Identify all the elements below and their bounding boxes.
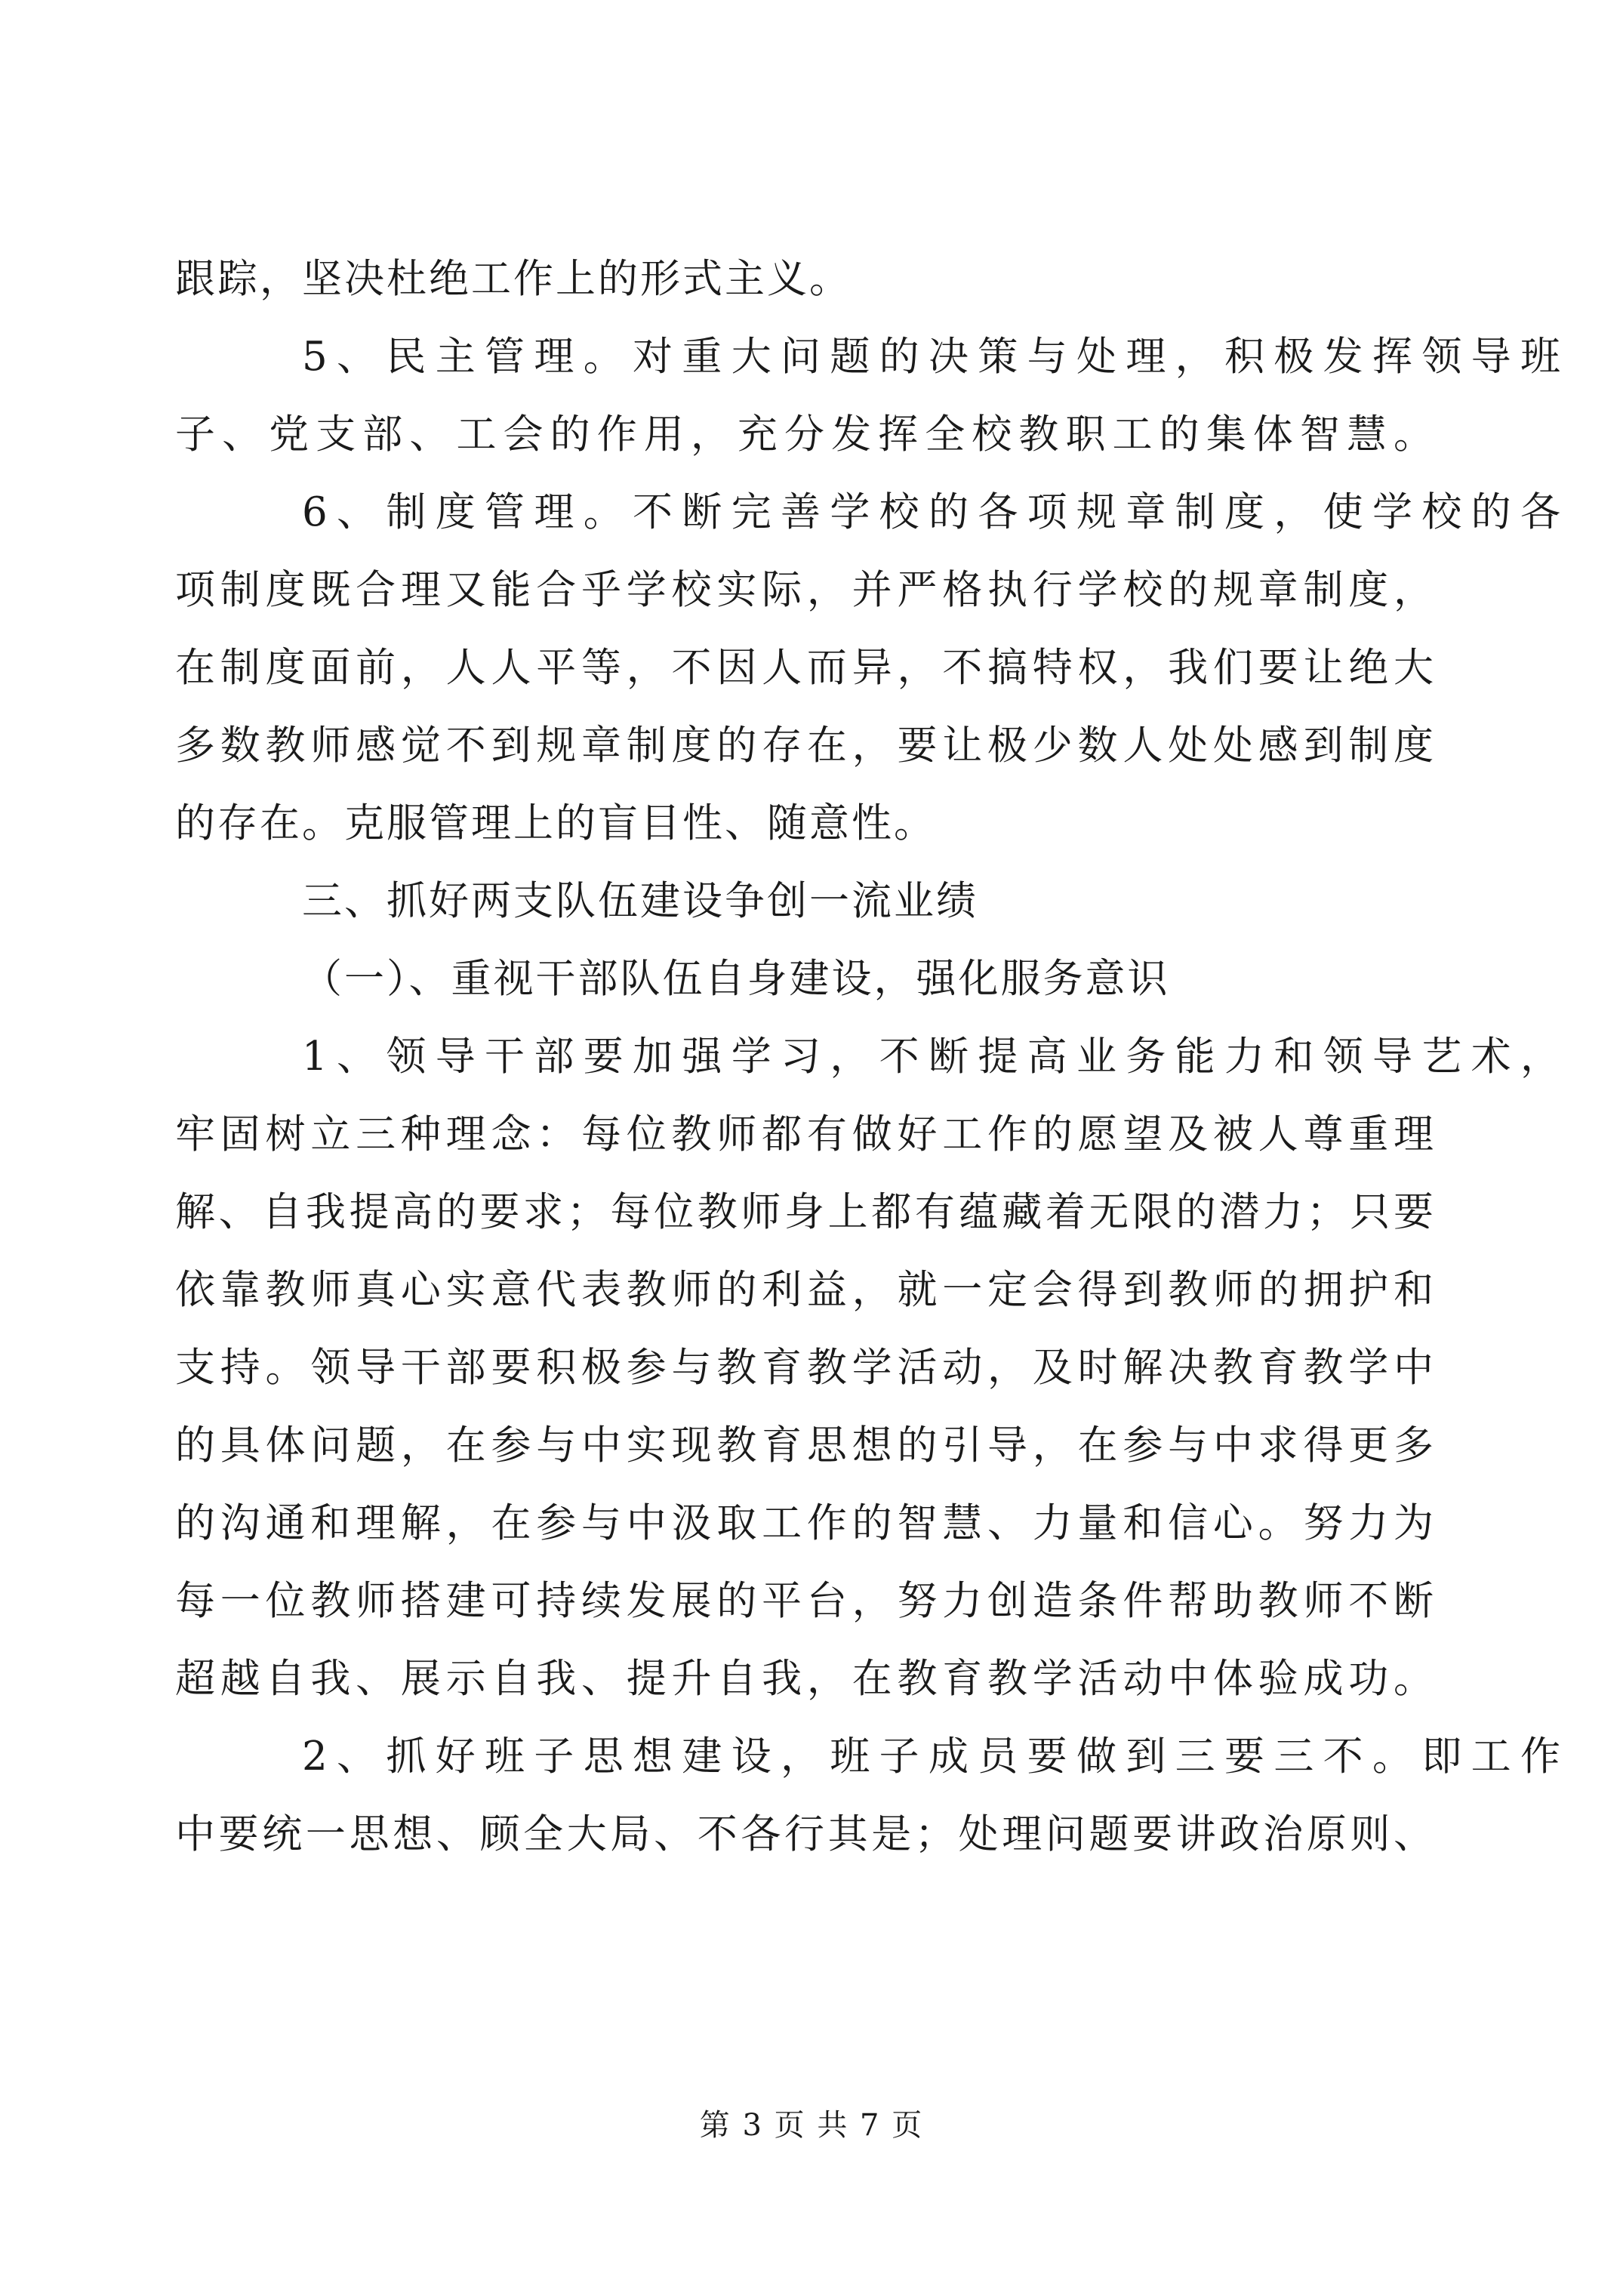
text-line: 依靠教师真心实意代表教师的利益，就一定会得到教师的拥护和 [175, 1267, 1436, 1313]
section-heading: 三、抓好两支队伍建设争创一流业绩 [302, 878, 978, 924]
text-line: 的存在。克服管理上的盲目性、随意性。 [175, 800, 936, 846]
text-line: 每一位教师搭建可持续发展的平台，努力创造条件帮助教师不断 [175, 1578, 1436, 1624]
text-line: 1、领导干部要加强学习，不断提高业务能力和领导艺术， [302, 1034, 1563, 1080]
text-line: 解、自我提高的要求；每位教师身上都有蕴藏着无限的潜力；只要 [175, 1189, 1436, 1235]
text-line: 支持。领导干部要积极参与教育教学活动，及时解决教育教学中 [175, 1345, 1436, 1391]
text-line: 6、制度管理。不断完善学校的各项规章制度，使学校的各 [302, 489, 1563, 535]
text-line: 多数教师感觉不到规章制度的存在，要让极少数人处处感到制度 [175, 723, 1436, 769]
text-line: 在制度面前，人人平等，不因人而异，不搞特权，我们要让绝大 [175, 645, 1436, 691]
text-line: 超越自我、展示自我、提升自我，在教育教学活动中体验成功。 [175, 1656, 1436, 1702]
text-line: 跟踪，坚决杜绝工作上的形式主义。 [175, 256, 852, 302]
text-line: 2、抓好班子思想建设，班子成员要做到三要三不。即工作 [302, 1734, 1563, 1780]
page-number: 第 3 页 共 7 页 [699, 2108, 924, 2143]
text-line: 的沟通和理解，在参与中汲取工作的智慧、力量和信心。努力为 [175, 1500, 1436, 1546]
text-line: 项制度既合理又能合乎学校实际，并严格执行学校的规章制度， [175, 567, 1436, 613]
text-line: 牢固树立三种理念：每位教师都有做好工作的愿望及被人尊重理 [175, 1111, 1436, 1157]
subsection-heading: （一）、重视干部队伍自身建设，强化服务意识 [302, 956, 1170, 1002]
text-line: 的具体问题，在参与中实现教育思想的引导，在参与中求得更多 [175, 1422, 1436, 1469]
text-line: 子、党支部、工会的作用，充分发挥全校教职工的集体智慧。 [175, 411, 1436, 458]
document-body [175, 240, 1563, 1873]
text-line: 5、民主管理。对重大问题的决策与处理，积极发挥领导班 [302, 334, 1563, 380]
text-line: 中要统一思想、顾全大局、不各行其是；处理问题要讲政治原则、 [175, 1811, 1436, 1857]
